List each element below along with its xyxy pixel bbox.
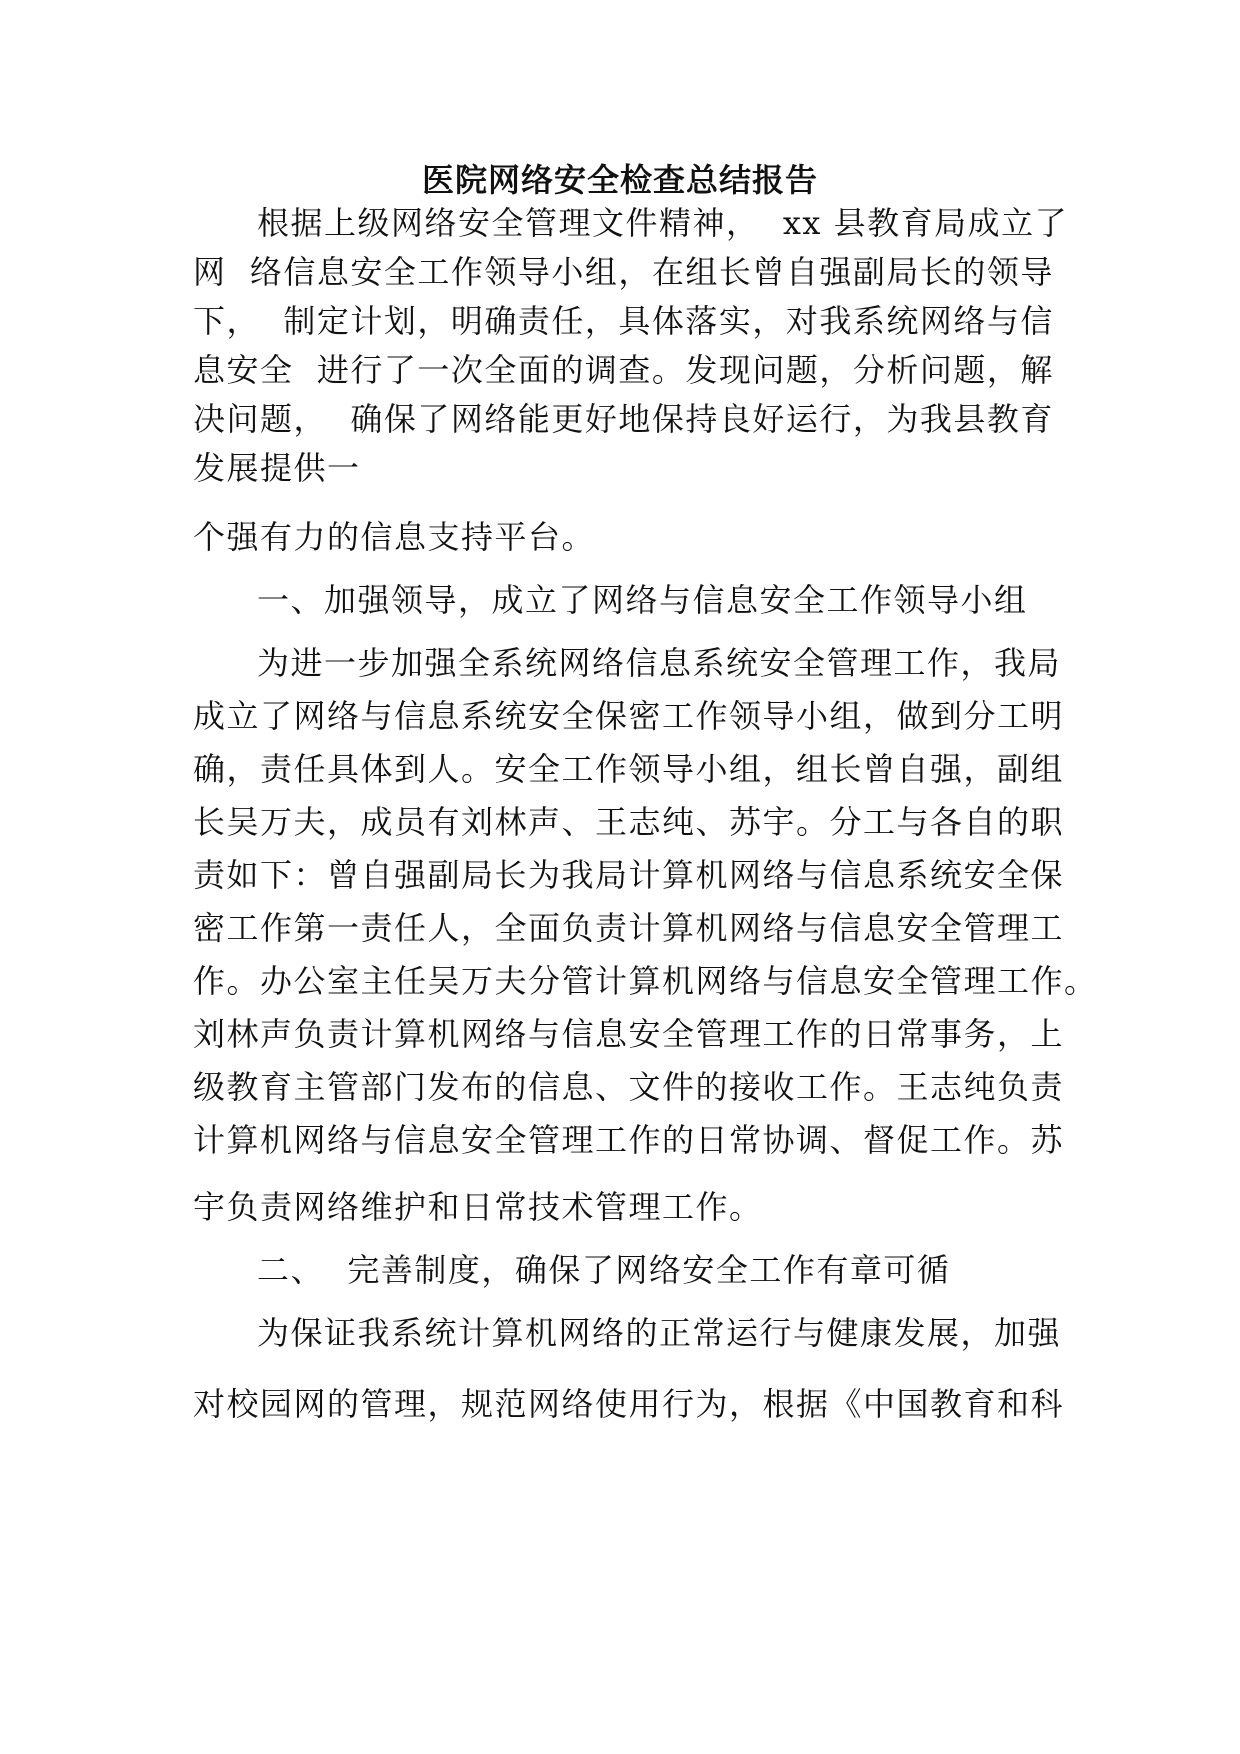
paragraph-line: 级教育主管部门发布的信息、文件的接收工作。王志纯负责: [193, 1068, 1065, 1106]
paragraph-line: 责如下：曾自强副局长为我局计算机网络与信息系统安全保: [193, 856, 1065, 894]
paragraph-line: 根据上级网络安全管理文件精神， xx 县教育局成立了: [257, 204, 1069, 242]
paragraph-line: 计算机网络与信息安全管理工作的日常协调、督促工作。苏: [193, 1121, 1065, 1159]
paragraph-line: 对校园网的管理，规范网络使用行为，根据《中国教育和科: [193, 1385, 1065, 1423]
paragraph-line: 息安全 进行了一次全面的调查。发现问题，分析问题，解: [193, 351, 1054, 389]
document-title: 医院网络安全检查总结报告: [421, 161, 818, 199]
paragraph-line: 确，责任具体到人。安全工作领导小组，组长曾自强，副组: [193, 750, 1065, 788]
paragraph-line: 成立了网络与信息系统安全保密工作领导小组，做到分工明: [193, 697, 1065, 735]
paragraph-line: 宇负责网络维护和日常技术管理工作。: [193, 1188, 763, 1226]
paragraph-line: 个强有力的信息支持平台。: [193, 518, 596, 556]
paragraph-line: 发展提供一: [193, 449, 361, 487]
paragraph-line: 为进一步加强全系统网络信息系统安全管理工作，我局: [257, 644, 1062, 682]
paragraph-line: 长吴万夫，成员有刘林声、王志纯、苏宇。分工与各自的职: [193, 803, 1065, 841]
paragraph-line: 刘林声负责计算机网络与信息安全管理工作的日常事务，上: [193, 1015, 1065, 1053]
section-heading: 一、加强领导，成立了网络与信息安全工作领导小组: [257, 581, 1028, 619]
paragraph-line: 为保证我系统计算机网络的正常运行与健康发展，加强: [257, 1314, 1062, 1352]
paragraph-line: 作。办公室主任吴万夫分管计算机网络与信息安全管理工作。: [193, 962, 1098, 1000]
paragraph-line: 网 络信息安全工作领导小组，在组长曾自强副局长的领导: [193, 253, 1054, 291]
paragraph-line: 决问题， 确保了网络能更好地保持良好运行，为我县教育: [193, 400, 1054, 438]
section-heading: 二、 完善制度，确保了网络安全工作有章可循: [257, 1251, 951, 1289]
paragraph-line: 密工作第一责任人，全面负责计算机网络与信息安全管理工: [193, 909, 1065, 947]
paragraph-line: 下， 制定计划，明确责任，具体落实，对我系统网络与信: [193, 302, 1054, 340]
